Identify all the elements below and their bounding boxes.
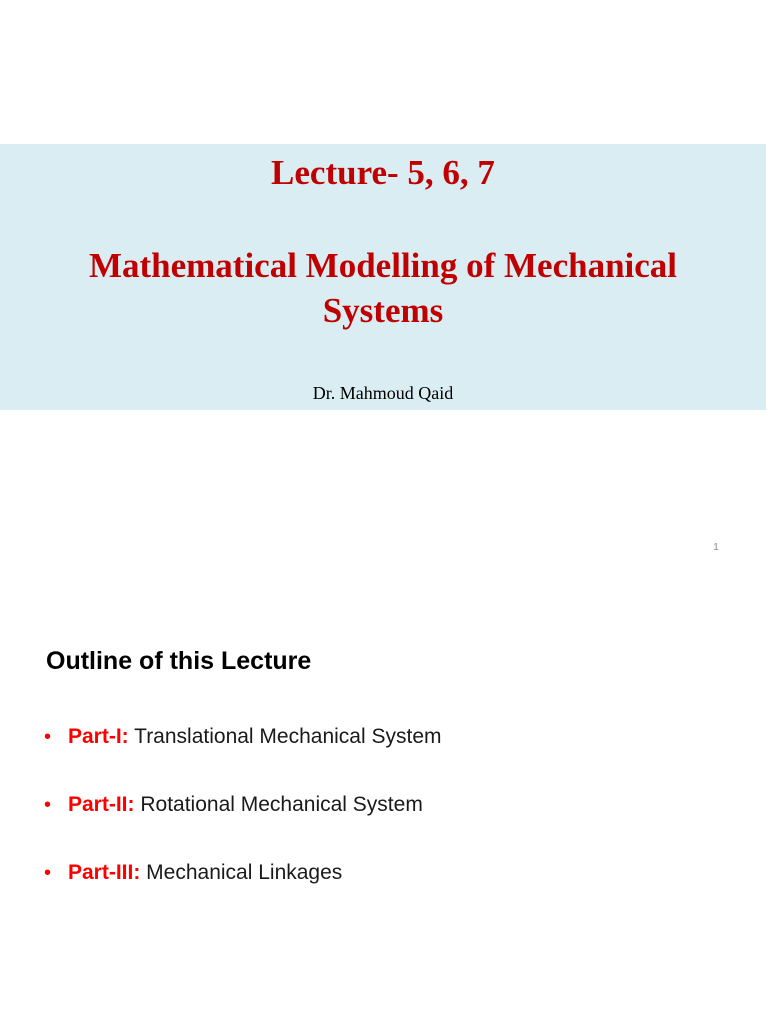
outline-item-part-3 [44, 858, 442, 926]
part-label: Part-III: [68, 861, 141, 884]
bullet-icon: • [44, 726, 52, 748]
outline-item-part-2 [44, 790, 442, 858]
part-label: Part-II: [68, 793, 135, 816]
bullet-icon: • [44, 862, 52, 884]
author-name: Dr. Mahmoud Qaid [312, 383, 454, 403]
lecture-title: Mathematical Modelling of Mechanical Systems [88, 246, 678, 330]
part-text: Rotational Mechanical System [134, 793, 423, 816]
part-text: Translational Mechanical System [128, 725, 442, 748]
part-label: Part-I: [68, 725, 129, 748]
bullet-icon: • [44, 794, 52, 816]
lecture-number: Lecture- 5, 6, 7 [271, 153, 495, 192]
outline-list [44, 722, 442, 926]
outline-heading: Outline of this Lecture [46, 647, 312, 675]
slide-number: 1 [713, 542, 719, 553]
part-text: Mechanical Linkages [140, 861, 343, 884]
outline-item-part-1 [44, 722, 442, 790]
